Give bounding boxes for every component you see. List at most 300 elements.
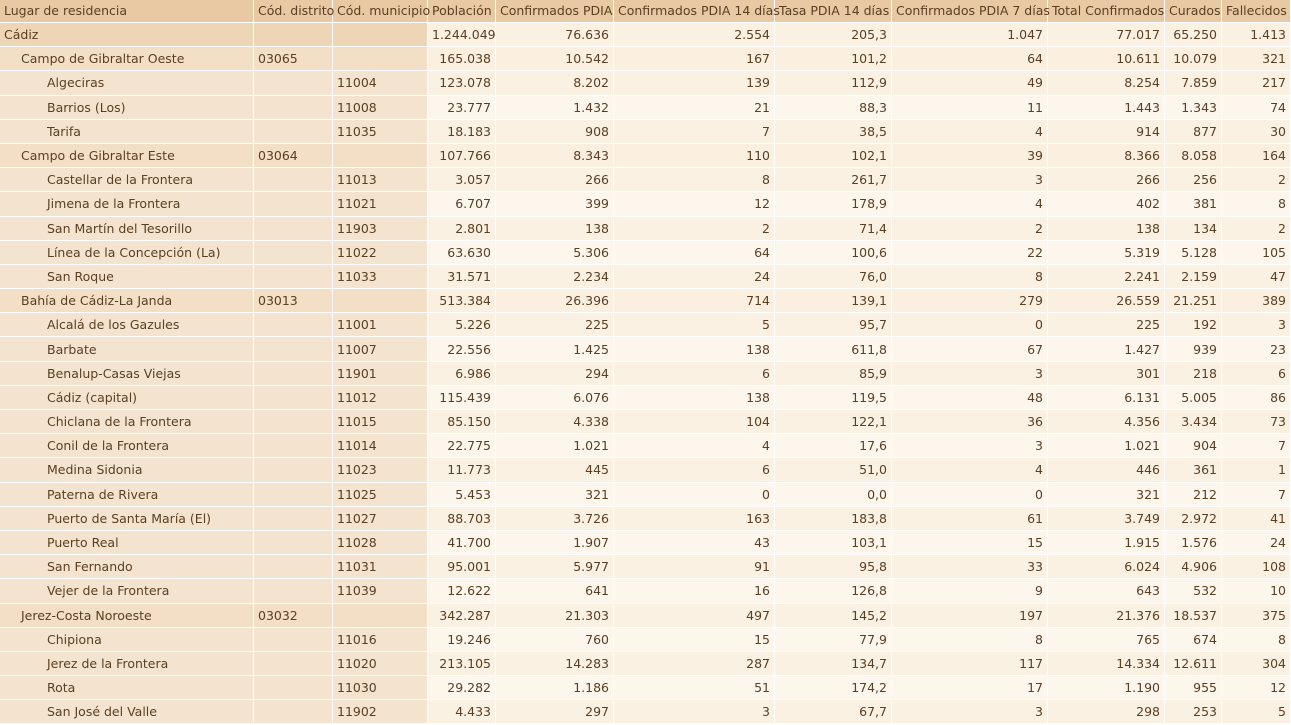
- place-name-cell: Conil de la Frontera: [0, 434, 253, 457]
- column-header[interactable]: Cód. municipio: [333, 0, 427, 22]
- municipality-row: [0, 531, 1290, 554]
- district-code-cell: [254, 555, 332, 578]
- value-cell: 119,5: [775, 386, 891, 409]
- place-name-cell: Cádiz: [0, 23, 253, 46]
- value-cell: 39: [892, 144, 1047, 167]
- value-cell: 21.376: [1048, 604, 1164, 627]
- district-row: [0, 47, 1290, 70]
- value-cell: 49: [892, 71, 1047, 94]
- district-code-cell: [254, 217, 332, 240]
- value-cell: 4.338: [496, 410, 613, 433]
- value-cell: 641: [496, 579, 613, 602]
- value-cell: 4: [892, 458, 1047, 481]
- place-name-cell: Chiclana de la Frontera: [0, 410, 253, 433]
- value-cell: 95,8: [775, 555, 891, 578]
- value-cell: 21: [614, 96, 774, 119]
- value-cell: 0: [892, 483, 1047, 506]
- place-name-cell: Benalup-Casas Viejas: [0, 362, 253, 385]
- value-cell: 279: [892, 289, 1047, 312]
- municipality-code-cell: 11008: [333, 96, 427, 119]
- municipality-row: [0, 410, 1290, 433]
- value-cell: 6.024: [1048, 555, 1164, 578]
- value-cell: 91: [614, 555, 774, 578]
- value-cell: 877: [1165, 120, 1221, 143]
- value-cell: 1.244.049: [428, 23, 495, 46]
- municipality-row: [0, 676, 1290, 699]
- value-cell: 8.254: [1048, 71, 1164, 94]
- column-header[interactable]: Población: [428, 0, 495, 22]
- value-cell: 2.159: [1165, 265, 1221, 288]
- value-cell: 1.186: [496, 676, 613, 699]
- value-cell: 15: [892, 531, 1047, 554]
- value-cell: 9: [892, 579, 1047, 602]
- value-cell: 5: [614, 313, 774, 336]
- value-cell: 611,8: [775, 337, 891, 360]
- value-cell: 375: [1222, 604, 1290, 627]
- municipality-row: [0, 96, 1290, 119]
- value-cell: 24: [1222, 531, 1290, 554]
- value-cell: 23.777: [428, 96, 495, 119]
- value-cell: 532: [1165, 579, 1221, 602]
- municipality-code-cell: 11027: [333, 507, 427, 530]
- value-cell: 41.700: [428, 531, 495, 554]
- value-cell: 7: [1222, 483, 1290, 506]
- district-row: [0, 144, 1290, 167]
- municipality-row: [0, 628, 1290, 651]
- value-cell: 7: [1222, 434, 1290, 457]
- place-name-cell: Rota: [0, 676, 253, 699]
- value-cell: 266: [1048, 168, 1164, 191]
- value-cell: 5.453: [428, 483, 495, 506]
- value-cell: 2: [614, 217, 774, 240]
- district-row: [0, 604, 1290, 627]
- value-cell: 22.775: [428, 434, 495, 457]
- municipality-row: [0, 71, 1290, 94]
- value-cell: 107.766: [428, 144, 495, 167]
- value-cell: 1.021: [496, 434, 613, 457]
- value-cell: 6.707: [428, 192, 495, 215]
- value-cell: 95,7: [775, 313, 891, 336]
- value-cell: 1.343: [1165, 96, 1221, 119]
- value-cell: 1.427: [1048, 337, 1164, 360]
- column-header[interactable]: Cód. distrito: [254, 0, 332, 22]
- district-code-cell: [254, 71, 332, 94]
- value-cell: 217: [1222, 71, 1290, 94]
- municipality-row: [0, 313, 1290, 336]
- value-cell: 225: [1048, 313, 1164, 336]
- value-cell: 8.366: [1048, 144, 1164, 167]
- municipality-code-cell: 11016: [333, 628, 427, 651]
- value-cell: 4.906: [1165, 555, 1221, 578]
- value-cell: 1.413: [1222, 23, 1290, 46]
- value-cell: 3.057: [428, 168, 495, 191]
- district-code-cell: [254, 410, 332, 433]
- value-cell: 134,7: [775, 652, 891, 675]
- value-cell: 3.726: [496, 507, 613, 530]
- value-cell: 48: [892, 386, 1047, 409]
- value-cell: 88,3: [775, 96, 891, 119]
- place-name-cell: Algeciras: [0, 71, 253, 94]
- place-name-cell: Medina Sidonia: [0, 458, 253, 481]
- district-code-cell: [254, 579, 332, 602]
- municipality-code-cell: 11025: [333, 483, 427, 506]
- value-cell: 908: [496, 120, 613, 143]
- value-cell: 342.287: [428, 604, 495, 627]
- district-code-cell: [254, 313, 332, 336]
- value-cell: 0,0: [775, 483, 891, 506]
- value-cell: 446: [1048, 458, 1164, 481]
- value-cell: 4.356: [1048, 410, 1164, 433]
- value-cell: 103,1: [775, 531, 891, 554]
- district-code-cell: [254, 192, 332, 215]
- value-cell: 8: [614, 168, 774, 191]
- value-cell: 321: [1222, 47, 1290, 70]
- value-cell: 12: [1222, 676, 1290, 699]
- district-row: [0, 289, 1290, 312]
- place-name-cell: Puerto de Santa María (El): [0, 507, 253, 530]
- district-code-cell: [254, 676, 332, 699]
- district-code-cell: [254, 700, 332, 723]
- value-cell: 29.282: [428, 676, 495, 699]
- value-cell: 192: [1165, 313, 1221, 336]
- municipality-code-cell: 11004: [333, 71, 427, 94]
- municipality-code-cell: 11901: [333, 362, 427, 385]
- value-cell: 1.047: [892, 23, 1047, 46]
- value-cell: 138: [496, 217, 613, 240]
- municipality-row: [0, 217, 1290, 240]
- value-cell: 2.554: [614, 23, 774, 46]
- municipality-code-cell: 11023: [333, 458, 427, 481]
- column-header[interactable]: Fallecidos: [1222, 0, 1290, 22]
- column-header[interactable]: Tasa PDIA 14 días: [775, 0, 891, 22]
- place-name-cell: Puerto Real: [0, 531, 253, 554]
- place-name-cell: Barrios (Los): [0, 96, 253, 119]
- value-cell: 41: [1222, 507, 1290, 530]
- district-code-cell: [254, 652, 332, 675]
- value-cell: 287: [614, 652, 774, 675]
- municipality-code-cell: 11022: [333, 241, 427, 264]
- value-cell: 321: [1048, 483, 1164, 506]
- value-cell: 4.433: [428, 700, 495, 723]
- district-code-cell: [254, 507, 332, 530]
- value-cell: 2.801: [428, 217, 495, 240]
- column-header[interactable]: Confirmados PDIA 7 días: [892, 0, 1047, 22]
- value-cell: 21.251: [1165, 289, 1221, 312]
- value-cell: 43: [614, 531, 774, 554]
- value-cell: 643: [1048, 579, 1164, 602]
- value-cell: 5.319: [1048, 241, 1164, 264]
- municipality-code-cell: 11903: [333, 217, 427, 240]
- value-cell: 115.439: [428, 386, 495, 409]
- municipality-code-cell: 11020: [333, 652, 427, 675]
- value-cell: 145,2: [775, 604, 891, 627]
- district-code-cell: [254, 337, 332, 360]
- value-cell: 6: [614, 458, 774, 481]
- value-cell: 2: [892, 217, 1047, 240]
- value-cell: 183,8: [775, 507, 891, 530]
- value-cell: 22: [892, 241, 1047, 264]
- value-cell: 1: [1222, 458, 1290, 481]
- value-cell: 1.432: [496, 96, 613, 119]
- value-cell: 261,7: [775, 168, 891, 191]
- place-name-cell: Vejer de la Frontera: [0, 579, 253, 602]
- value-cell: 67: [892, 337, 1047, 360]
- value-cell: 21.303: [496, 604, 613, 627]
- place-name-cell: San Martín del Tesorillo: [0, 217, 253, 240]
- value-cell: 3: [1222, 313, 1290, 336]
- place-name-cell: Campo de Gibraltar Oeste: [0, 47, 253, 70]
- place-name-cell: Campo de Gibraltar Este: [0, 144, 253, 167]
- value-cell: 212: [1165, 483, 1221, 506]
- municipality-row: [0, 192, 1290, 215]
- value-cell: 8.202: [496, 71, 613, 94]
- value-cell: 73: [1222, 410, 1290, 433]
- value-cell: 76,0: [775, 265, 891, 288]
- value-cell: 3.434: [1165, 410, 1221, 433]
- value-cell: 2: [1222, 168, 1290, 191]
- value-cell: 4: [892, 192, 1047, 215]
- value-cell: 294: [496, 362, 613, 385]
- value-cell: 1.915: [1048, 531, 1164, 554]
- value-cell: 26.396: [496, 289, 613, 312]
- value-cell: 12.622: [428, 579, 495, 602]
- value-cell: 904: [1165, 434, 1221, 457]
- value-cell: 1.576: [1165, 531, 1221, 554]
- district-code-cell: 03013: [254, 289, 332, 312]
- value-cell: 102,1: [775, 144, 891, 167]
- value-cell: 8: [892, 265, 1047, 288]
- value-cell: 138: [614, 337, 774, 360]
- value-cell: 17,6: [775, 434, 891, 457]
- place-name-cell: Jimena de la Frontera: [0, 192, 253, 215]
- value-cell: 399: [496, 192, 613, 215]
- value-cell: 513.384: [428, 289, 495, 312]
- value-cell: 64: [614, 241, 774, 264]
- value-cell: 1.907: [496, 531, 613, 554]
- district-code-cell: [254, 120, 332, 143]
- district-code-cell: [254, 241, 332, 264]
- value-cell: 12.611: [1165, 652, 1221, 675]
- value-cell: 253: [1165, 700, 1221, 723]
- value-cell: 18.183: [428, 120, 495, 143]
- place-name-cell: Cádiz (capital): [0, 386, 253, 409]
- value-cell: 402: [1048, 192, 1164, 215]
- municipality-row: [0, 579, 1290, 602]
- column-header[interactable]: Confirmados PDIA: [496, 0, 613, 22]
- value-cell: 22.556: [428, 337, 495, 360]
- municipality-code-cell: 11028: [333, 531, 427, 554]
- value-cell: 15: [614, 628, 774, 651]
- value-cell: 165.038: [428, 47, 495, 70]
- place-name-cell: Alcalá de los Gazules: [0, 313, 253, 336]
- value-cell: 445: [496, 458, 613, 481]
- value-cell: 2.972: [1165, 507, 1221, 530]
- column-header[interactable]: Lugar de residencia: [0, 0, 253, 22]
- municipality-code-cell: 11031: [333, 555, 427, 578]
- district-code-cell: [254, 23, 332, 46]
- value-cell: 167: [614, 47, 774, 70]
- value-cell: 126,8: [775, 579, 891, 602]
- value-cell: 19.246: [428, 628, 495, 651]
- value-cell: 6.986: [428, 362, 495, 385]
- column-header[interactable]: Total Confirmados: [1048, 0, 1164, 22]
- value-cell: 51,0: [775, 458, 891, 481]
- value-cell: 17: [892, 676, 1047, 699]
- value-cell: 33: [892, 555, 1047, 578]
- header-row: [0, 0, 1290, 22]
- district-code-cell: [254, 362, 332, 385]
- value-cell: 24: [614, 265, 774, 288]
- municipality-code-cell: 11030: [333, 676, 427, 699]
- value-cell: 7: [614, 120, 774, 143]
- column-header[interactable]: Curados: [1165, 0, 1221, 22]
- column-header[interactable]: Confirmados PDIA 14 días: [614, 0, 774, 22]
- value-cell: 225: [496, 313, 613, 336]
- value-cell: 38,5: [775, 120, 891, 143]
- value-cell: 304: [1222, 652, 1290, 675]
- value-cell: 108: [1222, 555, 1290, 578]
- value-cell: 1.425: [496, 337, 613, 360]
- value-cell: 63.630: [428, 241, 495, 264]
- value-cell: 1.190: [1048, 676, 1164, 699]
- municipality-row: [0, 362, 1290, 385]
- value-cell: 914: [1048, 120, 1164, 143]
- value-cell: 8.058: [1165, 144, 1221, 167]
- district-code-cell: [254, 531, 332, 554]
- value-cell: 30: [1222, 120, 1290, 143]
- value-cell: 71,4: [775, 217, 891, 240]
- value-cell: 61: [892, 507, 1047, 530]
- municipality-row: [0, 265, 1290, 288]
- value-cell: 389: [1222, 289, 1290, 312]
- value-cell: 14.334: [1048, 652, 1164, 675]
- value-cell: 3: [892, 700, 1047, 723]
- value-cell: 297: [496, 700, 613, 723]
- value-cell: 139,1: [775, 289, 891, 312]
- municipality-row: [0, 434, 1290, 457]
- value-cell: 2.241: [1048, 265, 1164, 288]
- municipality-row: [0, 483, 1290, 506]
- municipality-code-cell: 11014: [333, 434, 427, 457]
- value-cell: 955: [1165, 676, 1221, 699]
- value-cell: 36: [892, 410, 1047, 433]
- municipality-row: [0, 458, 1290, 481]
- district-code-cell: [254, 434, 332, 457]
- value-cell: 213.105: [428, 652, 495, 675]
- value-cell: 174,2: [775, 676, 891, 699]
- district-code-cell: [254, 168, 332, 191]
- district-code-cell: 03065: [254, 47, 332, 70]
- value-cell: 134: [1165, 217, 1221, 240]
- province-row: [0, 23, 1290, 46]
- district-code-cell: [254, 386, 332, 409]
- value-cell: 85,9: [775, 362, 891, 385]
- value-cell: 361: [1165, 458, 1221, 481]
- value-cell: 1.021: [1048, 434, 1164, 457]
- value-cell: 674: [1165, 628, 1221, 651]
- district-code-cell: [254, 265, 332, 288]
- municipality-row: [0, 120, 1290, 143]
- municipality-code-cell: 11007: [333, 337, 427, 360]
- municipality-code-cell: 11902: [333, 700, 427, 723]
- value-cell: 18.537: [1165, 604, 1221, 627]
- district-code-cell: 03032: [254, 604, 332, 627]
- value-cell: 51: [614, 676, 774, 699]
- value-cell: 0: [614, 483, 774, 506]
- value-cell: 10: [1222, 579, 1290, 602]
- place-name-cell: Bahía de Cádiz-La Janda: [0, 289, 253, 312]
- place-name-cell: Jerez de la Frontera: [0, 652, 253, 675]
- value-cell: 298: [1048, 700, 1164, 723]
- municipality-code-cell: 11001: [333, 313, 427, 336]
- value-cell: 765: [1048, 628, 1164, 651]
- value-cell: 16: [614, 579, 774, 602]
- value-cell: 2: [1222, 217, 1290, 240]
- value-cell: 105: [1222, 241, 1290, 264]
- municipality-code-cell: [333, 144, 427, 167]
- value-cell: 65.250: [1165, 23, 1221, 46]
- place-name-cell: Jerez-Costa Noroeste: [0, 604, 253, 627]
- place-name-cell: San José del Valle: [0, 700, 253, 723]
- municipality-code-cell: [333, 289, 427, 312]
- value-cell: 138: [614, 386, 774, 409]
- value-cell: 5: [1222, 700, 1290, 723]
- value-cell: 77,9: [775, 628, 891, 651]
- value-cell: 0: [892, 313, 1047, 336]
- value-cell: 205,3: [775, 23, 891, 46]
- value-cell: 101,2: [775, 47, 891, 70]
- value-cell: 3.749: [1048, 507, 1164, 530]
- value-cell: 714: [614, 289, 774, 312]
- value-cell: 4: [614, 434, 774, 457]
- value-cell: 497: [614, 604, 774, 627]
- place-name-cell: Chipiona: [0, 628, 253, 651]
- value-cell: 8.343: [496, 144, 613, 167]
- value-cell: 6.131: [1048, 386, 1164, 409]
- value-cell: 47: [1222, 265, 1290, 288]
- municipality-row: [0, 555, 1290, 578]
- value-cell: 6: [1222, 362, 1290, 385]
- value-cell: 8: [1222, 192, 1290, 215]
- table-body: [0, 23, 1290, 723]
- value-cell: 3: [614, 700, 774, 723]
- value-cell: 74: [1222, 96, 1290, 119]
- value-cell: 2.234: [496, 265, 613, 288]
- district-code-cell: [254, 628, 332, 651]
- value-cell: 4: [892, 120, 1047, 143]
- value-cell: 197: [892, 604, 1047, 627]
- place-name-cell: Paterna de Rivera: [0, 483, 253, 506]
- value-cell: 8: [1222, 628, 1290, 651]
- value-cell: 301: [1048, 362, 1164, 385]
- district-code-cell: 03064: [254, 144, 332, 167]
- municipality-row: [0, 337, 1290, 360]
- value-cell: 760: [496, 628, 613, 651]
- district-code-cell: [254, 483, 332, 506]
- value-cell: 10.542: [496, 47, 613, 70]
- value-cell: 8: [892, 628, 1047, 651]
- value-cell: 104: [614, 410, 774, 433]
- value-cell: 218: [1165, 362, 1221, 385]
- value-cell: 110: [614, 144, 774, 167]
- place-name-cell: San Roque: [0, 265, 253, 288]
- value-cell: 85.150: [428, 410, 495, 433]
- value-cell: 939: [1165, 337, 1221, 360]
- value-cell: 12: [614, 192, 774, 215]
- value-cell: 256: [1165, 168, 1221, 191]
- value-cell: 178,9: [775, 192, 891, 215]
- municipality-code-cell: [333, 604, 427, 627]
